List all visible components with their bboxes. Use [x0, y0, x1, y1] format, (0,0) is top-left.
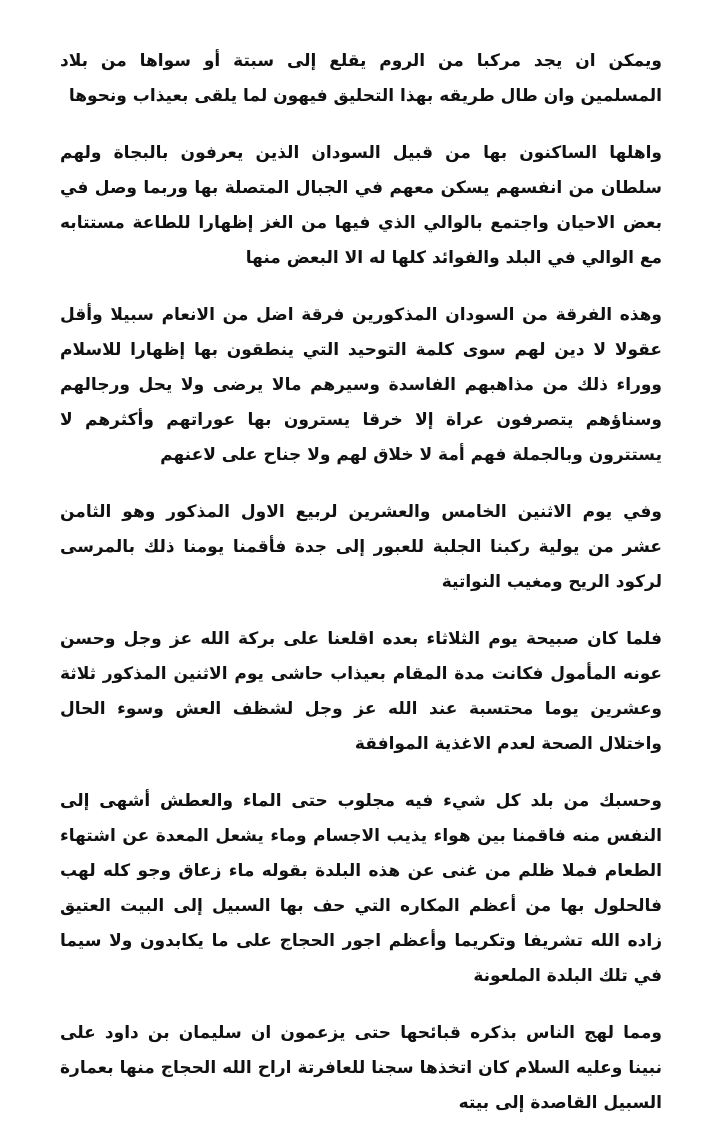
paragraph-2: واهلها الساكنون بها من قبيل السودان الذين يعرفون بالبجاة ولهم سلطان من انفسهم يسكن معهم في الجبال المتصلة بها وربما وصل في بعض الاحيان واجتمع بالوالي الذي فيها من الغز إظهارا للطاعة مستتابه مع الوالي في البلد والفوائد كلها له الا البعض منها: [60, 143, 662, 268]
paragraph-1: ويمكن ان يجد مركبا من الروم يقلع إلى سبتة أو سواها من بلاد المسلمين وان طال طريقه بهذا التحليق فيهون لما يلقى بعيذاب ونحوها: [60, 51, 662, 106]
paragraph-7: ومما لهج الناس بذكره قبائحها حتى يزعمون ان سليمان بن داود على نبينا وعليه السلام كان اتخذها سجنا للعافرتة اراح الله الحجاج منها بعمارة السبيل القاصدة إلى بيته: [60, 1023, 662, 1113]
paragraph-3: وهذه الفرقة من السودان المذكورين فرقة اضل من الانعام سبيلا وأقل عقولا لا دين لهم سوى كلمة التوحيد التي ينطقون بها إظهارا للاسلام ووراء ذلك من مذاهبهم الفاسدة وسيرهم مالا يرضى ولا يحل ورجالهم وسناؤهم يتصرفون عراة إلا خرقا يسترون بها عوراتهم وأكثرهم لا يستترون وبالجملة فهم أمة لا خلاق لهم ولا جناح على لاعنهم: [60, 305, 662, 465]
paragraph-6: وحسبك من بلد كل شيء فيه مجلوب حتى الماء والعطش أشهى إلى النفس منه فاقمنا بين هواء يذيب الاجسام وماء يشعل المعدة عن اشتهاء الطعام فملا ظلم من غنى عن هذه البلدة بقوله ماء زعاق وجو كله لهب فالحلول بها من أعظم المكاره التي حف بها السبيل إلى البيت العتيق زاده الله تشريفا وتكريما وأعظم اجور الحجاج على ما يكابدون ولا سيما في تلك البلدة الملعونة: [60, 791, 662, 986]
paragraph-4: وفي يوم الاثنين الخامس والعشرين لربيع الاول المذكور وهو الثامن عشر من يولية ركبنا الجلبة للعبور إلى جدة فأقمنا يومنا ذلك بالمرسى لركود الريح ومغيب النواتية: [60, 502, 662, 592]
paragraph-5: فلما كان صبيحة يوم الثلاثاء بعده اقلعنا على بركة الله عز وجل وحسن عونه المأمول فكانت مدة المقام بعيذاب حاشى يوم الاثنين المذكور ثلاثة وعشرين يوما محتسبة عند الله عز وجل لشظف العش وسوء الحال واختلال الصحة لعدم الاغذية الموافقة: [60, 629, 662, 754]
document-page: [60, 44, 662, 1121]
